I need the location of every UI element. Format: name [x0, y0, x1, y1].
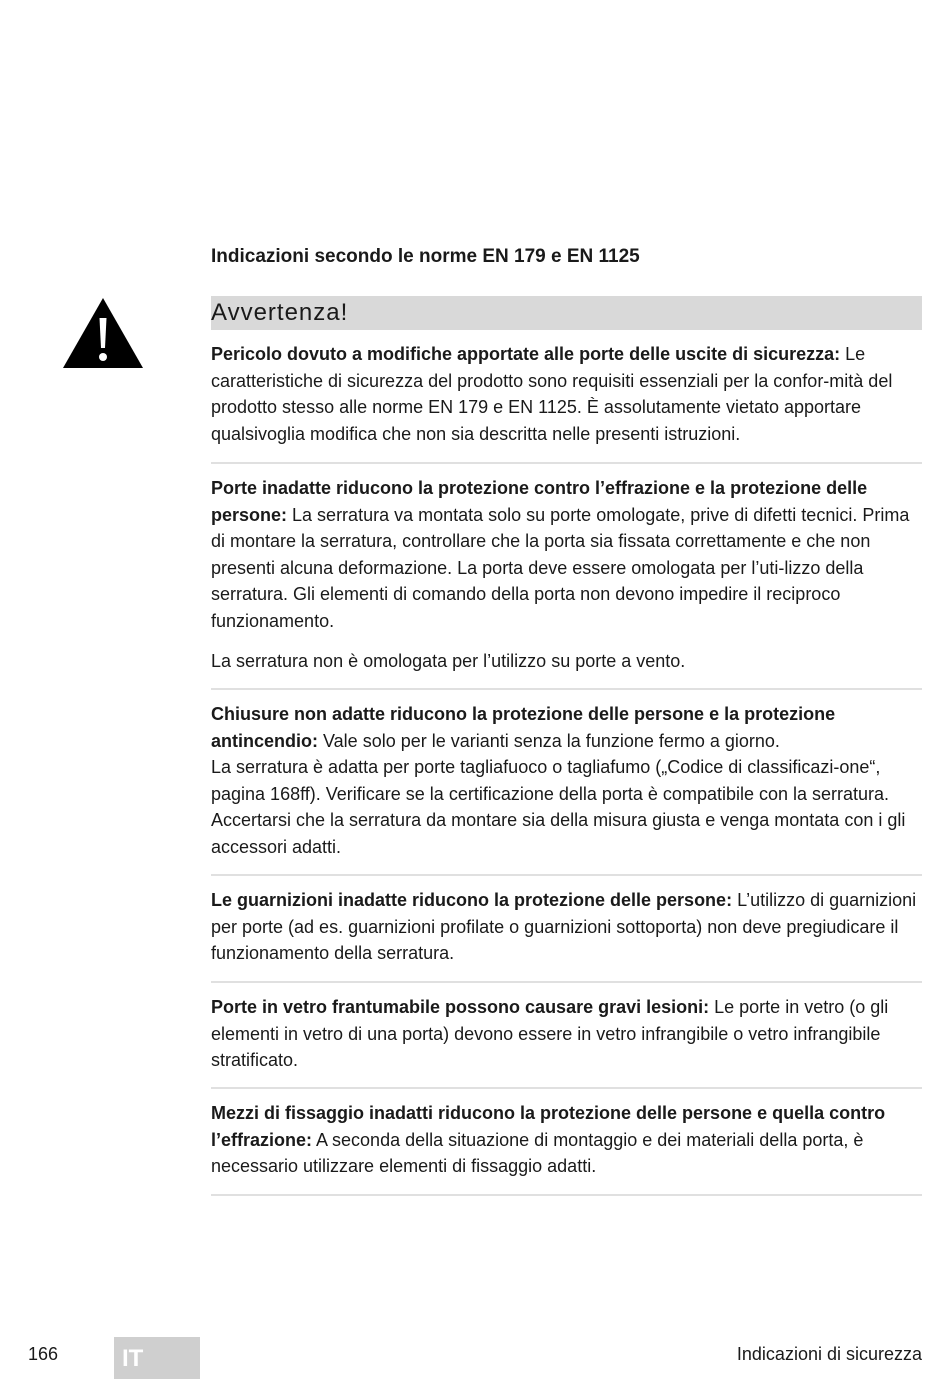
note-title: Mezzi di fissaggio inadatti riducono la protezione delle persone e quella contro l’effrazione:	[211, 1103, 886, 1150]
section-divider	[211, 462, 922, 464]
note-paragraph	[211, 475, 922, 634]
note-title: Porte in vetro frantumabile possono causare gravi lesioni:	[211, 997, 710, 1017]
note-paragraph	[211, 1100, 922, 1180]
page-heading: Indicazioni secondo le norme EN 179 e EN 1125	[211, 246, 640, 267]
safety-note-seals	[211, 887, 922, 967]
safety-note-modifications	[211, 341, 922, 447]
note-extra: La serratura non è omologata per l’utilizzo su porte a vento.	[211, 651, 686, 671]
warning-triangle-icon	[61, 296, 145, 370]
note-title: Pericolo dovuto a modifiche apportate alle porte delle uscite di sicurezza:	[211, 344, 841, 364]
note-text: La serratura va montata solo su porte omologate, prive di difetti tecnici. Prima di montare la serratura, controllare che la porta sia fissata correttamente e che non presenti alcuna deformazione. La porta deve essere omologata per l’uti-lizzo della serratura. Gli elementi di comando della porta non devono impedire il reciproco funzionamento.	[211, 504, 910, 631]
note-text: Vale solo per le varianti senza la funzione fermo a giorno.	[318, 730, 780, 751]
safety-note-fixings	[211, 1100, 922, 1180]
page-number: 166	[28, 1344, 59, 1364]
note-title: Chiusure non adatte riducono la protezione delle persone e la protezione antincendio:	[211, 704, 836, 751]
section-divider	[211, 688, 922, 690]
note-text: L’utilizzo di guarnizioni per porte (ad es. guarnizioni profilate o guarnizioni sottoporta) non deve pregiudicare il funzionamento della serratura.	[211, 890, 917, 963]
note-paragraph	[211, 341, 922, 447]
language-tab	[114, 1337, 200, 1379]
language-label: IT	[122, 1345, 144, 1372]
note-text: Le porte in vetro (o gli elementi in vetro di una porta) devono essere in vetro infrangibile o vetro infrangibile stratificato.	[211, 997, 889, 1070]
section-divider	[211, 1194, 922, 1196]
note-title: Porte inadatte riducono la protezione contro l’effrazione e la protezione delle persone:	[211, 478, 868, 525]
warning-banner	[211, 296, 922, 330]
note-title: Le guarnizioni inadatte riducono la protezione delle persone:	[211, 890, 733, 910]
note-paragraph	[211, 701, 922, 754]
section-divider	[211, 874, 922, 876]
warning-title: Avvertenza!	[211, 299, 349, 326]
safety-note-unsuitable-doors	[211, 475, 922, 675]
section-divider	[211, 981, 922, 983]
note-text: Le caratteristiche di sicurezza del prodotto sono requisiti essenziali per la confor-mità del prodotto stesso alle norme EN 179 e EN 1125. È assolutamente vietato apportare qualsivoglia modifica che non sia descritta nelle presenti istruzioni.	[211, 344, 893, 444]
note-paragraph	[211, 887, 922, 967]
note-extra: La serratura è adatta per porte tagliafuoco o tagliafumo („Codice di classificazi-one“, pagina 168ff). Verificare se la certificazione della porta è compatibile con la serratura. Accertarsi che la serratura da montare sia della misura giusta e venga montata con i gli accessori adatti.	[211, 757, 906, 857]
note-text: A seconda della situazione di montaggio e dei materiali della porta, è necessario utilizzare elementi di fissaggio adatti.	[211, 1129, 864, 1176]
safety-note-closures	[211, 701, 922, 860]
safety-note-glass-doors	[211, 994, 922, 1074]
footer-section-title: Indicazioni di sicurezza	[736, 1344, 922, 1364]
section-divider	[211, 1087, 922, 1089]
note-paragraph	[211, 994, 922, 1074]
